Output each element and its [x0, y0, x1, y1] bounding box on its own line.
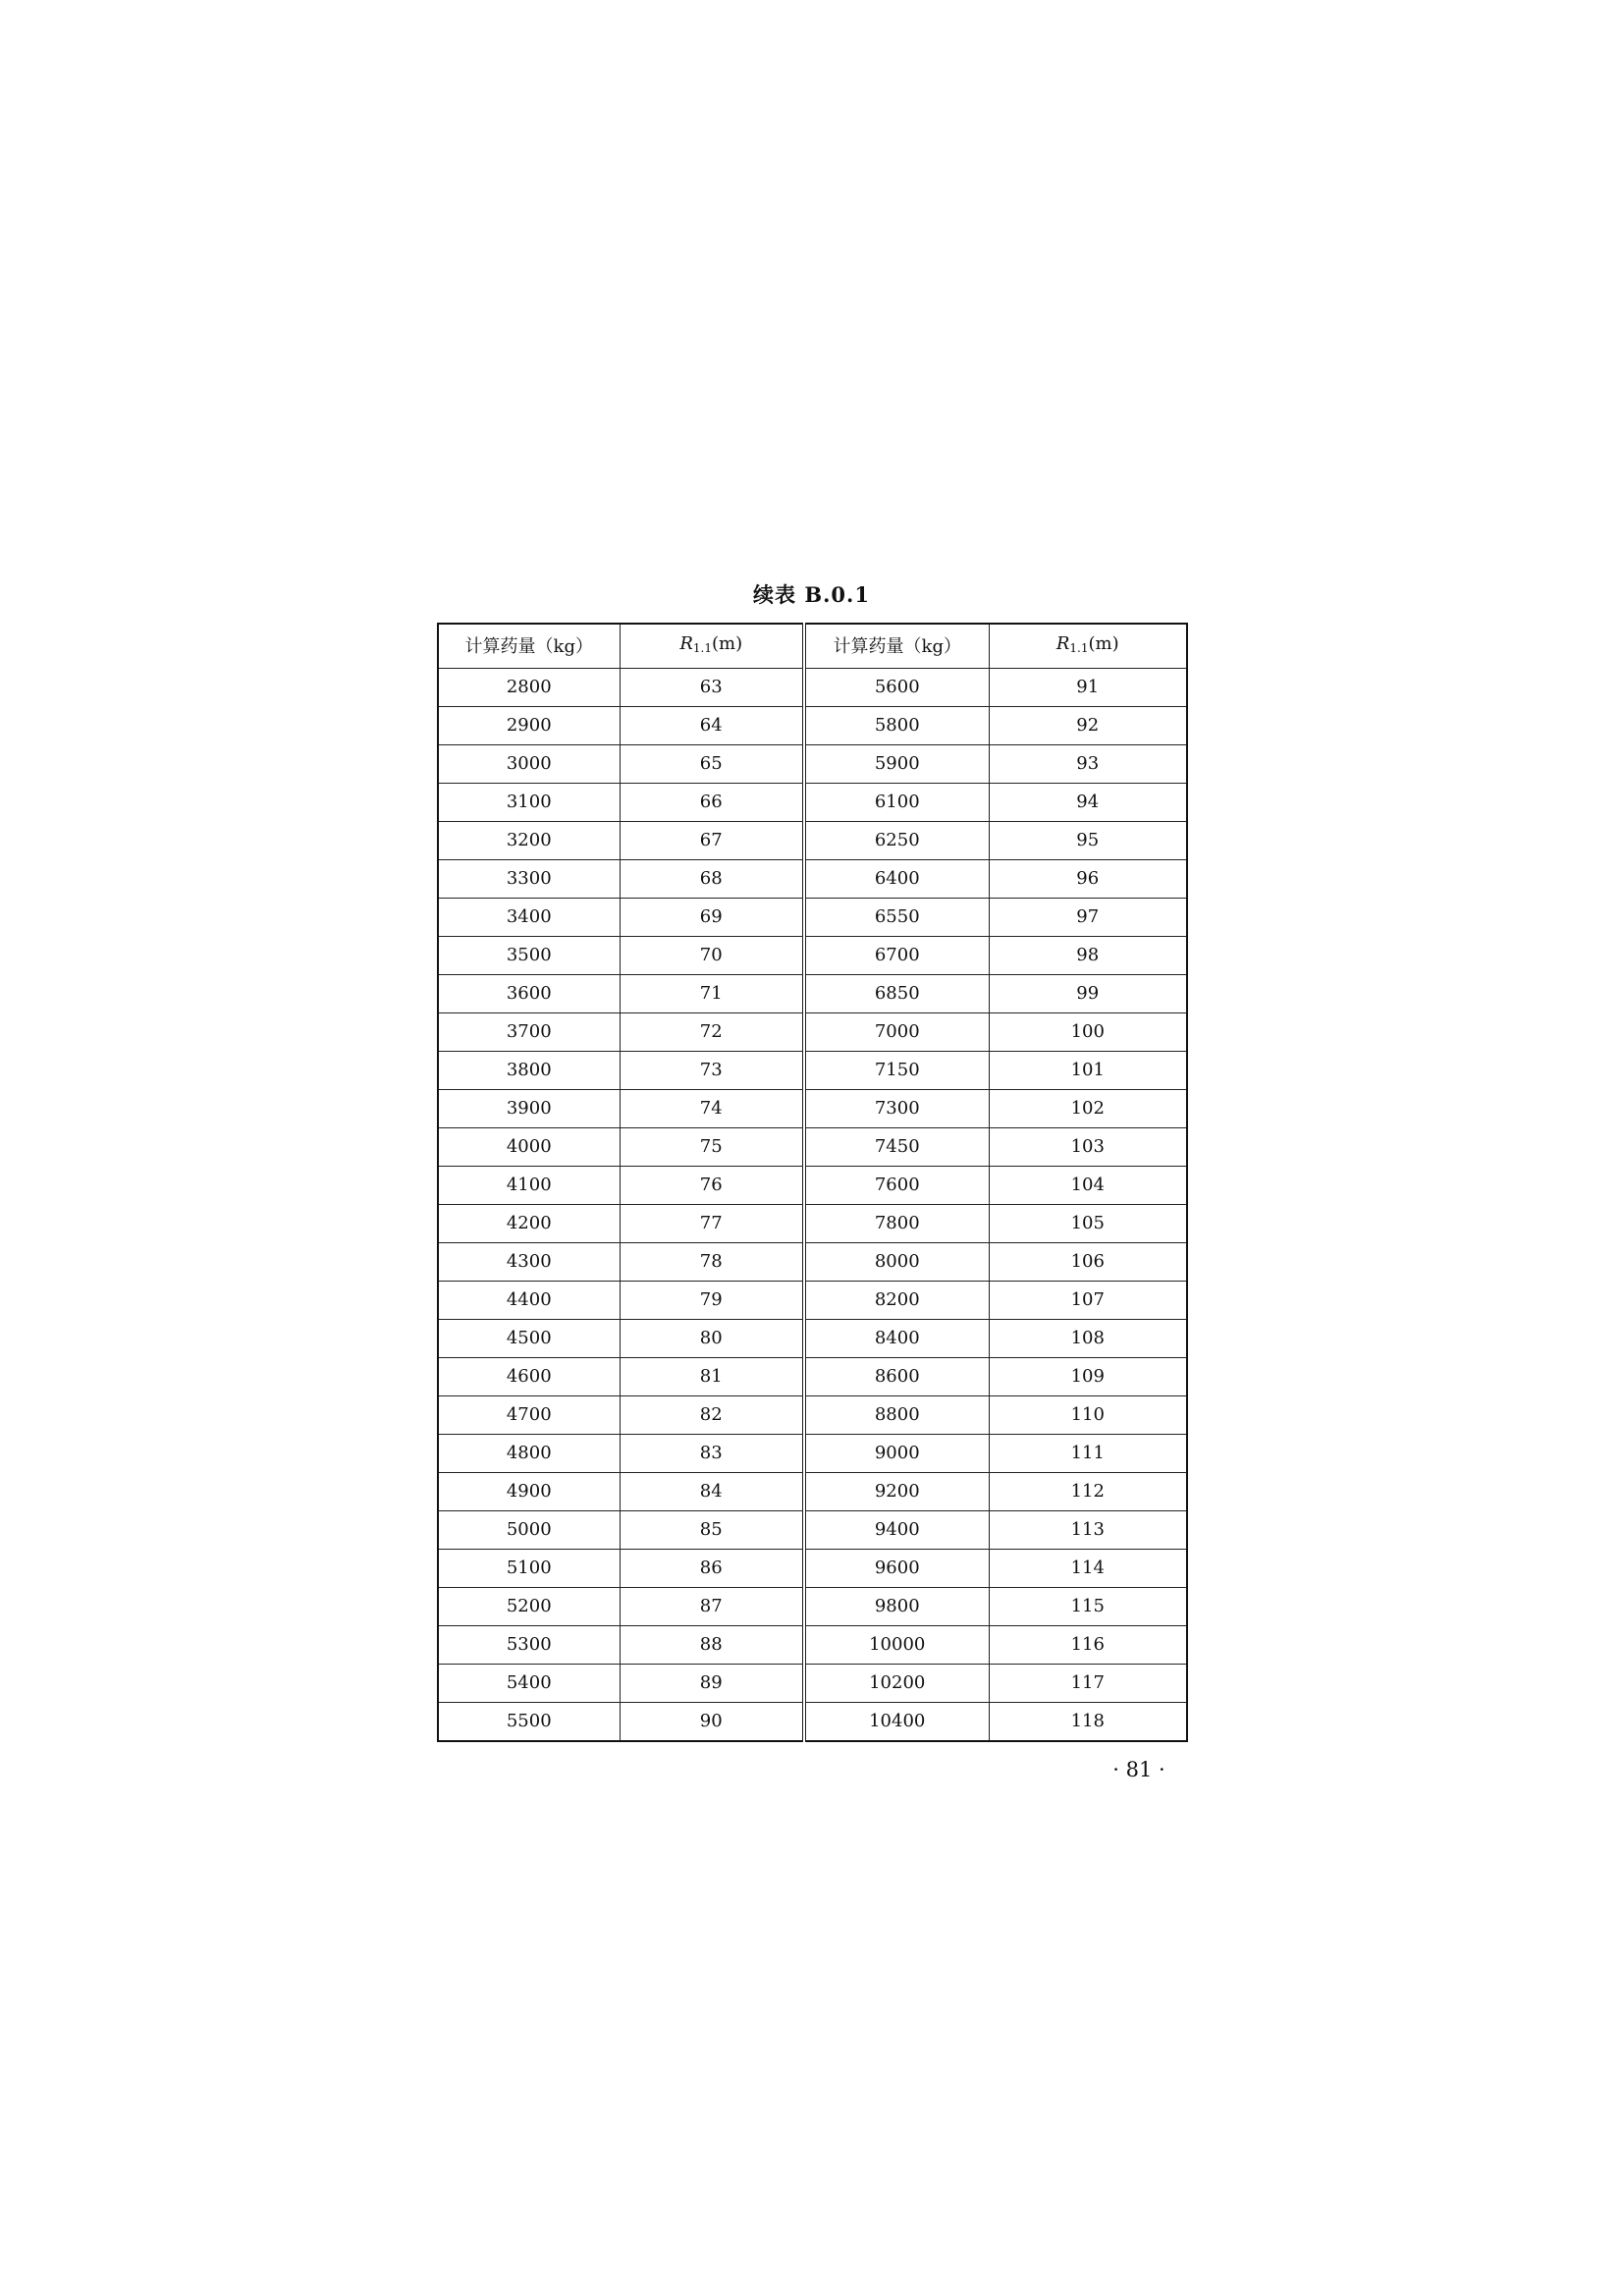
- right-charge-cell: 7450: [804, 1128, 989, 1167]
- left-distance-cell: 79: [620, 1282, 804, 1320]
- header-charge-left: 计算药量（kg）: [438, 624, 620, 669]
- table-row: [438, 822, 1187, 860]
- left-charge-cell: 2800: [438, 669, 620, 707]
- left-charge-cell: 3200: [438, 822, 620, 860]
- right-charge-cell: 10400: [804, 1703, 989, 1742]
- right-distance-cell: 105: [989, 1205, 1187, 1243]
- left-charge-cell: 3000: [438, 745, 620, 784]
- table-row: [438, 1550, 1187, 1588]
- left-charge-cell: 4800: [438, 1435, 620, 1473]
- right-charge-cell: 9400: [804, 1511, 989, 1550]
- left-charge-cell: 4300: [438, 1243, 620, 1282]
- right-charge-cell: 7600: [804, 1167, 989, 1205]
- left-distance-cell: 69: [620, 899, 804, 937]
- left-charge-cell: 5300: [438, 1626, 620, 1665]
- right-distance-cell: 113: [989, 1511, 1187, 1550]
- left-distance-cell: 68: [620, 860, 804, 899]
- right-distance-cell: 111: [989, 1435, 1187, 1473]
- left-charge-cell: 3400: [438, 899, 620, 937]
- right-charge-cell: 10000: [804, 1626, 989, 1665]
- header-r-left: [620, 624, 804, 669]
- left-charge-cell: 4700: [438, 1396, 620, 1435]
- left-distance-cell: 70: [620, 937, 804, 975]
- right-charge-cell: 6100: [804, 784, 989, 822]
- right-charge-cell: 8400: [804, 1320, 989, 1358]
- left-distance-cell: 80: [620, 1320, 804, 1358]
- right-charge-cell: 5800: [804, 707, 989, 745]
- right-distance-cell: 101: [989, 1052, 1187, 1090]
- right-distance-cell: 94: [989, 784, 1187, 822]
- left-distance-cell: 65: [620, 745, 804, 784]
- left-charge-cell: 4400: [438, 1282, 620, 1320]
- left-distance-cell: 67: [620, 822, 804, 860]
- right-charge-cell: 6250: [804, 822, 989, 860]
- left-charge-cell: 3900: [438, 1090, 620, 1128]
- right-distance-cell: 93: [989, 745, 1187, 784]
- right-charge-cell: 8800: [804, 1396, 989, 1435]
- page-number: · 81 ·: [1112, 1758, 1165, 1781]
- left-distance-cell: 85: [620, 1511, 804, 1550]
- table-row: [438, 899, 1187, 937]
- left-distance-cell: 90: [620, 1703, 804, 1742]
- left-charge-cell: 2900: [438, 707, 620, 745]
- left-distance-cell: 66: [620, 784, 804, 822]
- right-charge-cell: 6850: [804, 975, 989, 1013]
- left-distance-cell: 63: [620, 669, 804, 707]
- table-row: [438, 1511, 1187, 1550]
- table-row: [438, 1665, 1187, 1703]
- left-distance-cell: 86: [620, 1550, 804, 1588]
- right-distance-cell: 99: [989, 975, 1187, 1013]
- right-distance-cell: 107: [989, 1282, 1187, 1320]
- right-charge-cell: 5900: [804, 745, 989, 784]
- right-distance-cell: 114: [989, 1550, 1187, 1588]
- table-row: [438, 1090, 1187, 1128]
- right-distance-cell: 96: [989, 860, 1187, 899]
- table-row: [438, 1473, 1187, 1511]
- table-title: 续表 B.0.1: [753, 582, 870, 607]
- left-charge-cell: 3800: [438, 1052, 620, 1090]
- left-charge-cell: 5400: [438, 1665, 620, 1703]
- left-charge-cell: 4100: [438, 1167, 620, 1205]
- left-charge-cell: 3600: [438, 975, 620, 1013]
- right-distance-cell: 118: [989, 1703, 1187, 1742]
- header-r-symbol: R: [1055, 633, 1070, 654]
- right-charge-cell: 9200: [804, 1473, 989, 1511]
- left-charge-cell: 3700: [438, 1013, 620, 1052]
- left-distance-cell: 74: [620, 1090, 804, 1128]
- table-row: [438, 784, 1187, 822]
- left-distance-cell: 76: [620, 1167, 804, 1205]
- table-row: [438, 1435, 1187, 1473]
- left-distance-cell: 81: [620, 1358, 804, 1396]
- table-row: [438, 1243, 1187, 1282]
- left-charge-cell: 4200: [438, 1205, 620, 1243]
- table-row: [438, 1320, 1187, 1358]
- table-row: [438, 1396, 1187, 1435]
- right-charge-cell: 7300: [804, 1090, 989, 1128]
- table-row: [438, 1167, 1187, 1205]
- left-distance-cell: 64: [620, 707, 804, 745]
- right-charge-cell: 6700: [804, 937, 989, 975]
- right-distance-cell: 92: [989, 707, 1187, 745]
- header-r-unit: (m): [712, 633, 743, 654]
- left-charge-cell: 4600: [438, 1358, 620, 1396]
- right-distance-cell: 95: [989, 822, 1187, 860]
- right-distance-cell: 106: [989, 1243, 1187, 1282]
- right-distance-cell: 91: [989, 669, 1187, 707]
- table-row: [438, 1588, 1187, 1626]
- left-charge-cell: 3500: [438, 937, 620, 975]
- header-r-subscript: 1.1: [692, 641, 713, 655]
- table-row: [438, 745, 1187, 784]
- table-row: [438, 1128, 1187, 1167]
- left-distance-cell: 72: [620, 1013, 804, 1052]
- table-row: [438, 1205, 1187, 1243]
- right-distance-cell: 97: [989, 899, 1187, 937]
- left-distance-cell: 73: [620, 1052, 804, 1090]
- right-distance-cell: 115: [989, 1588, 1187, 1626]
- right-charge-cell: 7800: [804, 1205, 989, 1243]
- right-charge-cell: 6400: [804, 860, 989, 899]
- left-distance-cell: 71: [620, 975, 804, 1013]
- right-charge-cell: 5600: [804, 669, 989, 707]
- left-distance-cell: 89: [620, 1665, 804, 1703]
- table-row: [438, 707, 1187, 745]
- left-charge-cell: 3100: [438, 784, 620, 822]
- table-body: [438, 669, 1187, 1742]
- table-row: [438, 1013, 1187, 1052]
- left-charge-cell: 4000: [438, 1128, 620, 1167]
- left-charge-cell: 5500: [438, 1703, 620, 1742]
- right-distance-cell: 102: [989, 1090, 1187, 1128]
- table-row: [438, 975, 1187, 1013]
- right-charge-cell: 7150: [804, 1052, 989, 1090]
- right-charge-cell: 9600: [804, 1550, 989, 1588]
- right-distance-cell: 116: [989, 1626, 1187, 1665]
- table-row: [438, 1626, 1187, 1665]
- left-distance-cell: 82: [620, 1396, 804, 1435]
- header-r-unit: (m): [1088, 633, 1119, 654]
- header-r-right: [989, 624, 1187, 669]
- left-distance-cell: 75: [620, 1128, 804, 1167]
- left-distance-cell: 78: [620, 1243, 804, 1282]
- right-charge-cell: 8600: [804, 1358, 989, 1396]
- right-distance-cell: 109: [989, 1358, 1187, 1396]
- table-row: [438, 1052, 1187, 1090]
- left-distance-cell: 87: [620, 1588, 804, 1626]
- right-distance-cell: 117: [989, 1665, 1187, 1703]
- table-row: [438, 860, 1187, 899]
- table-row: [438, 1282, 1187, 1320]
- left-charge-cell: 4900: [438, 1473, 620, 1511]
- right-charge-cell: 8000: [804, 1243, 989, 1282]
- header-charge-right: 计算药量（kg）: [804, 624, 989, 669]
- left-distance-cell: 83: [620, 1435, 804, 1473]
- right-distance-cell: 100: [989, 1013, 1187, 1052]
- left-distance-cell: 84: [620, 1473, 804, 1511]
- table-row: [438, 1703, 1187, 1742]
- right-charge-cell: 9800: [804, 1588, 989, 1626]
- left-charge-cell: 4500: [438, 1320, 620, 1358]
- header-r-subscript: 1.1: [1069, 641, 1089, 655]
- table-row: [438, 1358, 1187, 1396]
- right-distance-cell: 104: [989, 1167, 1187, 1205]
- right-charge-cell: 7000: [804, 1013, 989, 1052]
- right-charge-cell: 10200: [804, 1665, 989, 1703]
- table-header-row: [438, 624, 1187, 669]
- right-distance-cell: 98: [989, 937, 1187, 975]
- table-row: [438, 937, 1187, 975]
- right-charge-cell: 8200: [804, 1282, 989, 1320]
- right-charge-cell: 9000: [804, 1435, 989, 1473]
- left-charge-cell: 5100: [438, 1550, 620, 1588]
- left-charge-cell: 5000: [438, 1511, 620, 1550]
- right-charge-cell: 6550: [804, 899, 989, 937]
- right-distance-cell: 103: [989, 1128, 1187, 1167]
- table-row: [438, 669, 1187, 707]
- left-charge-cell: 3300: [438, 860, 620, 899]
- left-distance-cell: 77: [620, 1205, 804, 1243]
- header-r-symbol: R: [679, 633, 693, 654]
- right-distance-cell: 112: [989, 1473, 1187, 1511]
- charge-distance-table: [437, 623, 1188, 1742]
- right-distance-cell: 108: [989, 1320, 1187, 1358]
- left-distance-cell: 88: [620, 1626, 804, 1665]
- left-charge-cell: 5200: [438, 1588, 620, 1626]
- right-distance-cell: 110: [989, 1396, 1187, 1435]
